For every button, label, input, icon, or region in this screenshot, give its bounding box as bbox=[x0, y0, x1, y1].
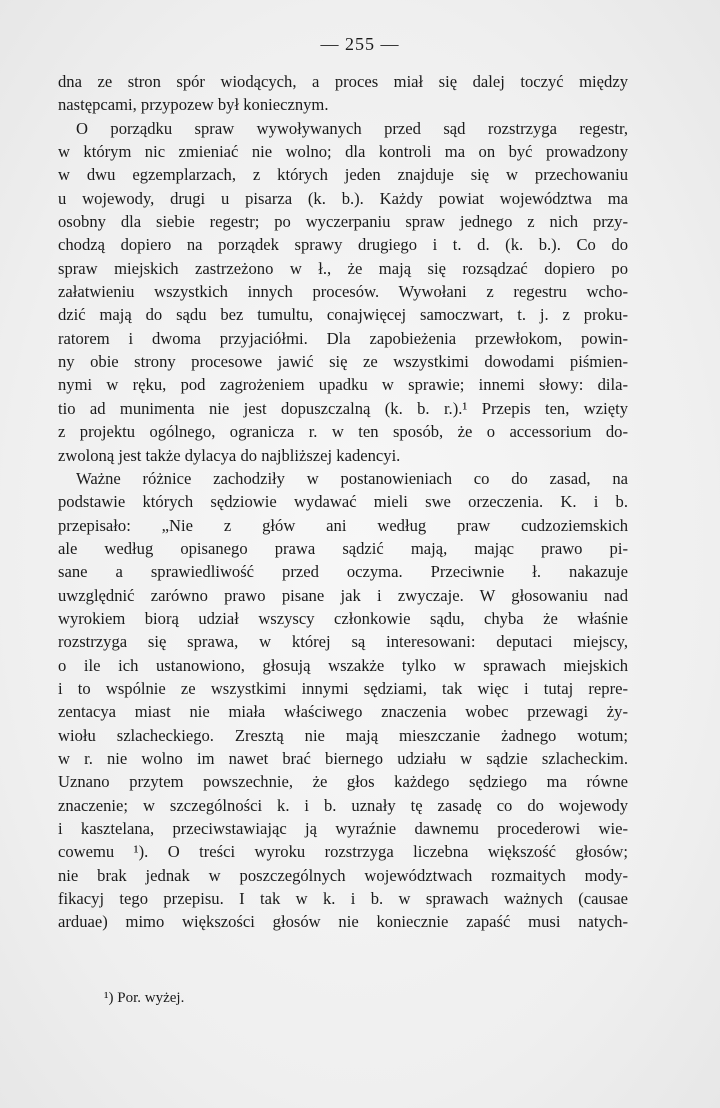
text-line: ny obie strony procesowe jawić się ze wszystkimi dowodami piśmien- bbox=[58, 352, 628, 372]
text-line: dna ze stron spór wiodących, a proces miał się dalej toczyć między bbox=[58, 72, 628, 91]
text-line: w którym nic zmieniać nie wolno; dla kontroli ma on być prowadzony bbox=[58, 142, 628, 162]
text-line: i kasztelana, przeciwstawiając ją wyraźnie dawnemu procederowi wie- bbox=[58, 819, 628, 838]
text-line: w dwu egzemplarzach, z których jeden znajduje się w przechowaniu bbox=[58, 165, 628, 185]
text-line: ale według opisanego prawa sądzić mają, mając prawo pi- bbox=[58, 538, 628, 558]
text-line: w r. nie wolno im nawet brać biernego udziału w sądzie szlacheckim. bbox=[58, 748, 628, 768]
text-line: tio ad munimenta nie jest dopuszczalną (k. b. r.).¹ Przepis ten, wzięty bbox=[58, 398, 628, 418]
text-line: Ważne różnice zachodziły w postanowieniach co do zasad, na bbox=[76, 468, 628, 488]
text-line: znaczenie; w szczególności k. i b. uznały tę zasadę co do wojewody bbox=[58, 795, 628, 815]
text-line: z projektu ogólnego, ogranicza r. w ten sposób, że o accessorium do- bbox=[58, 422, 628, 442]
text-line: u wojewody, drugi u pisarza (k. b.). Każdy powiat województwa ma bbox=[58, 188, 628, 208]
text-line: osobny dla siebie regestr; po wyczerpaniu spraw jednego z nich przy- bbox=[58, 212, 628, 232]
footnote: ¹) Por. wyżej. bbox=[104, 990, 185, 1006]
text-line: cowemu ¹). O treści wyroku rozstrzyga liczebna większość głosów; bbox=[58, 842, 628, 862]
text-line: nie brak jednak w poszczególnych województwach rozmaitych mody- bbox=[58, 865, 628, 885]
text-line: ratorem i dwoma przyjaciółmi. Dla zapobieżenia przewłokom, powin- bbox=[58, 328, 628, 348]
text-line: arduae) mimo większości głosów nie koniecznie zapaść musi natych- bbox=[58, 912, 628, 932]
text-line: rozstrzyga się sprawa, w której są interesowani: deputaci miejscy, bbox=[58, 632, 628, 652]
text-line: uwzględnić zarówno prawo pisane jak i zwyczaje. W głosowaniu nad bbox=[58, 585, 628, 605]
text-line: nymi w ręku, pod zagrożeniem upadku w sprawie; innemi słowy: dila- bbox=[58, 375, 628, 395]
text-line: O porządku spraw wywoływanych przed sąd rozstrzyga regestr, bbox=[76, 118, 628, 138]
page-number: — 255 — bbox=[320, 34, 400, 54]
text-line: spraw miejskich zastrzeżono w ł., że mają się rozsądzać dopiero po bbox=[58, 258, 628, 278]
text-line: zwoloną jest także dylacya do najbliższej kadencyi. bbox=[58, 445, 401, 465]
text-line: Uznano przytem powszechnie, że głos każdego sędziego ma równe bbox=[58, 772, 628, 792]
text-line: przepisało: „Nie z głów ani według praw cudzoziemskich bbox=[58, 515, 628, 535]
text-line: fikacyj tego przepisu. I tak w k. i b. w sprawach ważnych (causae bbox=[58, 889, 628, 909]
text-line: wyrokiem biorą udział wszyscy członkowie sądu, chyba że właśnie bbox=[58, 608, 628, 628]
text-line: zentacya miast nie miała właściwego znaczenia wobec przewagi ży- bbox=[58, 702, 628, 722]
text-line: wiołu szlacheckiego. Zresztą nie mają mieszczanie żadnego wotum; bbox=[58, 725, 628, 745]
text-line: o ile ich ustanowiono, głosują wszakże tylko w sprawach miejskich bbox=[58, 655, 628, 675]
text-line: załatwieniu wszystkich innych procesów. Wywołani z regestru wcho- bbox=[58, 282, 628, 302]
text-line: dzić mają do sądu bez tumultu, conajwięcej samoczwart, t. j. z proku- bbox=[58, 305, 628, 325]
text-line: podstawie których sędziowie wydawać mieli swe orzeczenia. K. i b. bbox=[58, 492, 628, 512]
text-line: następcami, przypozew był koniecznym. bbox=[58, 95, 329, 115]
text-line: chodzą dopiero na porządek sprawy drugiego i t. d. (k. b.). Co do bbox=[58, 235, 628, 255]
text-line: i to wspólnie ze wszystkimi innymi sędziami, tak więc i tutaj repre- bbox=[58, 678, 628, 698]
text-line: sane a sprawiedliwość przed oczyma. Przeciwnie ł. nakazuje bbox=[58, 562, 628, 582]
body-text bbox=[58, 70, 628, 934]
